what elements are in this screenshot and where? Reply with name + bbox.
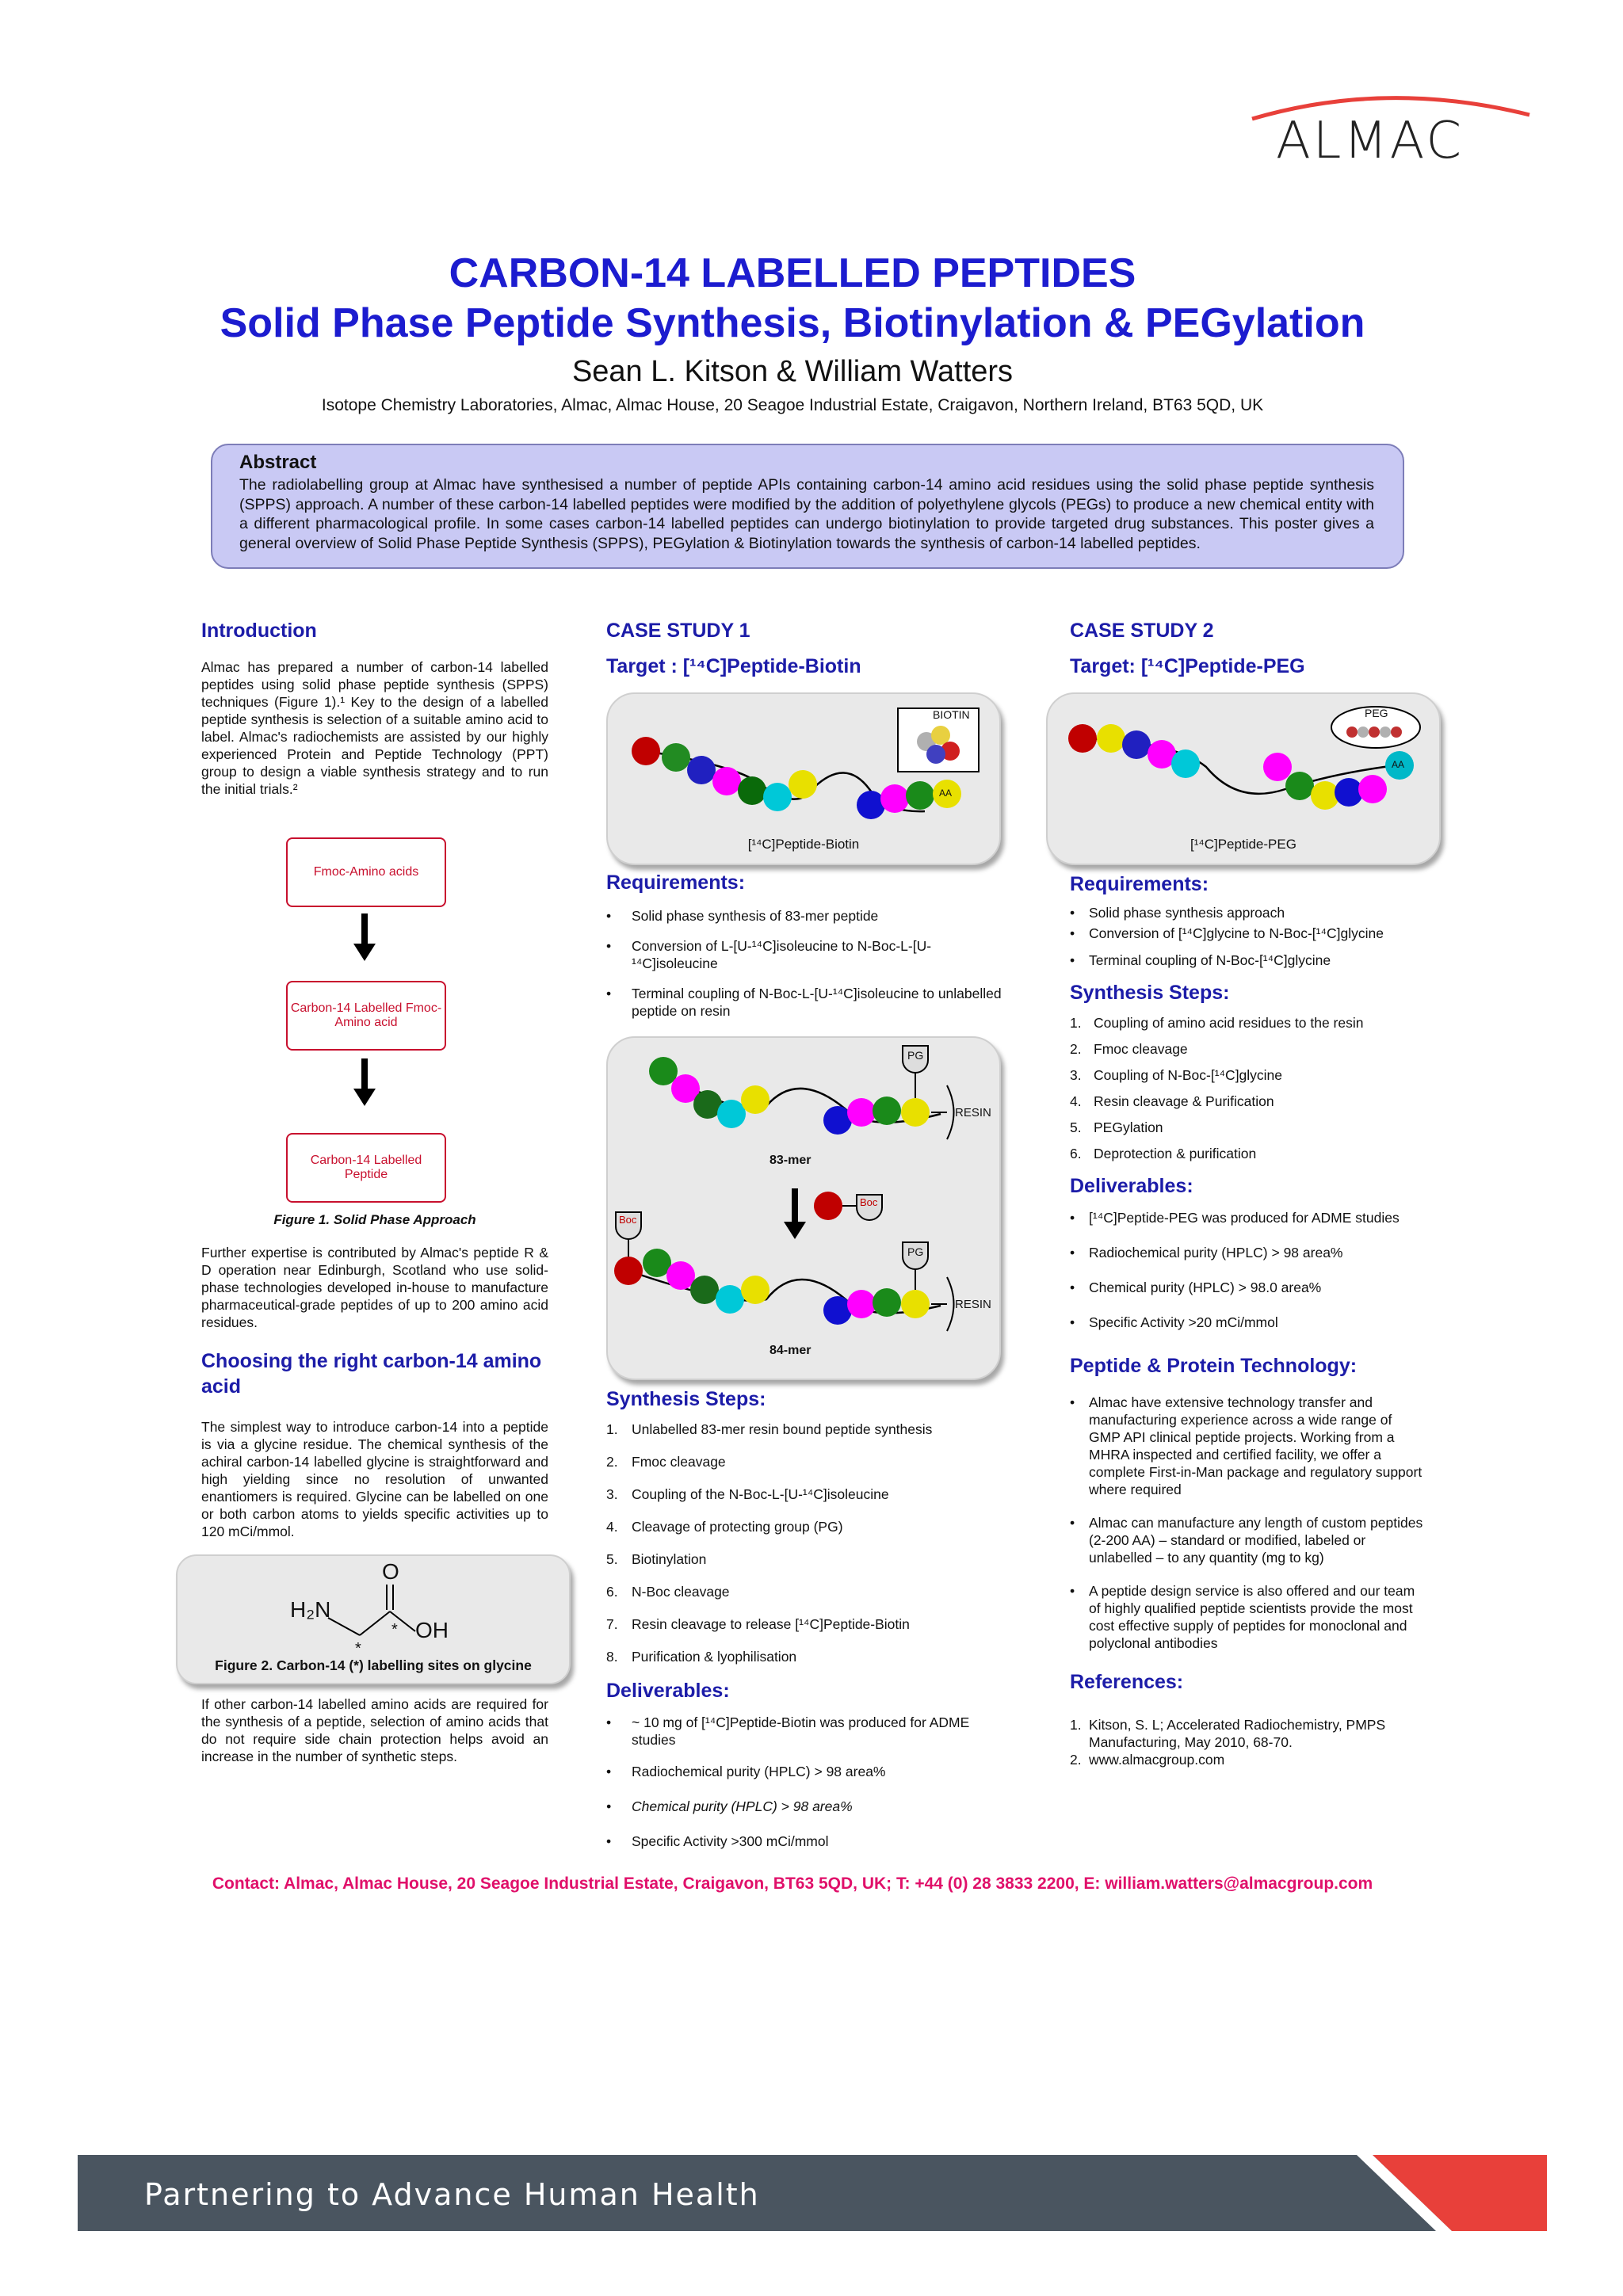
- case2-requirements-heading: Requirements:: [1070, 873, 1209, 895]
- case1-deliverables-heading: Deliverables:: [606, 1680, 730, 1702]
- case1-deliverables-list: [606, 1714, 1010, 1850]
- column-case2: [1070, 620, 1426, 678]
- case1-scheme-panel: [606, 1036, 1001, 1380]
- list-item: 1. Kitson, S. L; Accelerated Radiochemistry, PMPS Manufacturing, May 2010, 68-70.: [1070, 1717, 1386, 1750]
- list-item: 6. Deprotection & purification: [1070, 1146, 1257, 1161]
- case1-steps-heading: Synthesis Steps:: [606, 1388, 766, 1410]
- case1-aa-label: AA: [939, 788, 953, 799]
- footer-banner: [78, 2155, 1547, 2231]
- case2-deliverables-heading: Deliverables:: [1070, 1175, 1193, 1197]
- abstract-text: The radiolabelling group at Almac have synthesised a number of peptide APIs containing carbon-14 amino acid residues using the solid phase peptide synthesis (SPPS) approach. A number of these carbon-14 labelled peptides were modified by the addition of polyethylene glycols (PEGs) to produce a new chemical entity with a different pharmacological profile. In some cases carbon-14 labelled peptides can undergo biotinylation to provide targeted drug substances. This poster gives a general overview of Solid Phase Peptide Synthesis (SPPS), PEGylation & Biotinylation towards the synthesis of carbon-14 labelled peptides.: [239, 476, 1374, 552]
- intro-text2: Further expertise is contributed by Almac's peptide R & D operation near Edinburgh, Scotland who use solid-phase technologies developed in-house to manufacture pharmaceutical-grade peptides of up to 200 amino acid residues.: [201, 1245, 548, 1330]
- logo-text: ALMAC: [1276, 112, 1464, 170]
- list-item: 1. Unlabelled 83-mer resin bound peptide synthesis: [606, 1421, 933, 1437]
- glycine-star-1: *: [355, 1640, 361, 1657]
- case1-requirements: [606, 871, 1010, 1020]
- references-list: [1070, 1716, 1426, 1768]
- flow-arrow-2: [361, 1058, 368, 1090]
- list-item: • Chemical purity (HPLC) > 98.0 area%: [1070, 1279, 1426, 1296]
- case1-heading: CASE STUDY 1: [606, 620, 750, 642]
- column-case1: [606, 620, 1010, 678]
- intro-text: Almac has prepared a number of carbon-14 labelled peptides using solid phase peptide synthesis (SPPS) techniques (Figure 1).¹ Key to the design of a labelled peptide synthesis is selection of a suitable amino acid to label. Almac's radiochemists are assisted by our highly experienced Protein and Peptide Technology (PPT) group to design a viable synthesis strategy and to run the initial trials.²: [201, 659, 548, 797]
- abstract-heading: Abstract: [239, 452, 317, 473]
- case2-body: [1070, 873, 1426, 1768]
- abstract-box: [211, 444, 1404, 569]
- peg-label: PEG: [1365, 707, 1388, 719]
- list-item: • Specific Activity >20 mCi/mmol: [1070, 1314, 1426, 1331]
- case2-peg-panel: [1046, 692, 1441, 865]
- list-item: • Conversion of L-[U-¹⁴C]isoleucine to N-Boc-L-[U-¹⁴C]isoleucine: [606, 937, 1010, 972]
- case1-biotin-panel: [606, 692, 1001, 865]
- list-item: 5. Biotinylation: [606, 1551, 707, 1567]
- case1-target: Target : [¹⁴C]Peptide-Biotin: [606, 655, 861, 677]
- case2-deliverables-list: [1070, 1209, 1426, 1331]
- case2-aa-label: AA: [1392, 759, 1405, 770]
- case2-heading: CASE STUDY 2: [1070, 620, 1214, 642]
- flow-box-labelled-amino: Carbon-14 Labelled Fmoc-Amino acid: [286, 981, 446, 1051]
- list-item: 3. Coupling of N-Boc-[¹⁴C]glycine: [1070, 1067, 1283, 1083]
- list-item: • Radiochemical purity (HPLC) > 98 area%: [1070, 1244, 1426, 1261]
- resin-label-2: RESIN: [955, 1298, 991, 1311]
- case2-steps-heading: Synthesis Steps:: [1070, 982, 1230, 1004]
- list-item: 4. Resin cleavage & Purification: [1070, 1093, 1274, 1109]
- case2-steps-list: [1070, 1014, 1426, 1162]
- figure2-panel: [176, 1554, 571, 1684]
- ppt-list: [1070, 1394, 1426, 1652]
- case1-scheme: [608, 1038, 999, 1379]
- case1-requirements-list: [606, 907, 1010, 1020]
- list-item: • [¹⁴C]Peptide-PEG was produced for ADME studies: [1070, 1209, 1426, 1226]
- choosing-heading: Choosing the right carbon-14 amino acid: [201, 1350, 542, 1398]
- list-item: 2. www.almacgroup.com: [1070, 1752, 1225, 1768]
- case2-requirements-list: [1070, 904, 1426, 969]
- glycine-h2n: H₂N: [290, 1597, 331, 1622]
- list-item: • Radiochemical purity (HPLC) > 98 area%: [606, 1763, 1010, 1780]
- mer83-label: 83-mer: [769, 1154, 812, 1167]
- contact-line: Contact: Almac, Almac House, 20 Seagoe Industrial Estate, Craigavon, BT63 5QD, UK; T: +44 (0) 28 3833 2200, E: william.watters@almacgroup.com: [212, 1875, 1373, 1893]
- list-item: 3. Coupling of the N-Boc-L-[U-¹⁴C]isoleucine: [606, 1486, 889, 1502]
- affiliation: Isotope Chemistry Laboratories, Almac, Almac House, 20 Seagoe Industrial Estate, Craigavon, Northern Ireland, BT63 5QD, UK: [321, 396, 1264, 414]
- glycine-o: O: [382, 1559, 399, 1584]
- column-introduction: [201, 620, 548, 798]
- intro-text2-block: [201, 1244, 548, 1540]
- list-item: • Terminal coupling of N-Boc-[¹⁴C]glycine: [1070, 952, 1426, 969]
- banner-red-accent: [1341, 2155, 1547, 2231]
- list-item: • Terminal coupling of N-Boc-L-[U-¹⁴C]isoleucine to unlabelled peptide on resin: [606, 985, 1010, 1020]
- list-item: 4. Cleavage of protecting group (PG): [606, 1519, 843, 1535]
- pg-label-1: PG: [907, 1049, 924, 1062]
- flow-arrow-1: [361, 913, 368, 945]
- title-line2: Solid Phase Peptide Synthesis, Biotinylation & PEGylation: [220, 300, 1365, 346]
- list-item: • Solid phase synthesis approach: [1070, 904, 1426, 921]
- case2-target: Target: [¹⁴C]Peptide-PEG: [1070, 655, 1305, 677]
- banner-tagline: Partnering to Advance Human Health: [144, 2177, 760, 2212]
- authors: Sean L. Kitson & William Watters: [571, 355, 1014, 388]
- boc-label-2: Boc: [619, 1214, 637, 1226]
- case1-image-label: [¹⁴C]Peptide-Biotin: [747, 837, 860, 852]
- references-heading: References:: [1070, 1671, 1184, 1693]
- list-item: • Almac can manufacture any length of custom peptides (2-200 AA) – standard or modified, labeled or unlabelled – to any quantity (mg to kg): [1070, 1514, 1426, 1566]
- case1-steps-list: [606, 1421, 1010, 1665]
- case1-steps: [606, 1388, 1010, 1850]
- boc-label-1: Boc: [860, 1196, 878, 1208]
- glycine-star-2: *: [391, 1621, 398, 1638]
- list-item: • ~ 10 mg of [¹⁴C]Peptide-Biotin was produced for ADME studies: [606, 1714, 1010, 1749]
- biotin-label: BIOTIN: [933, 708, 970, 721]
- resin-label-1: RESIN: [955, 1106, 991, 1119]
- case2-image-label: [¹⁴C]Peptide-PEG: [1190, 837, 1296, 852]
- flow-box-labelled-peptide: Carbon-14 Labelled Peptide: [286, 1133, 446, 1203]
- list-item: 5. PEGylation: [1070, 1119, 1163, 1135]
- choosing-text: The simplest way to introduce carbon-14 into a peptide is via a glycine residue. The chemical synthesis of the achiral carbon-14 labelled glycine is straightforward and high yielding since no resolution of unwanted enantiomers is required. Glycine can be labelled on one or both carbon atoms to yields specific activities up to 120 mCi/mmol.: [201, 1419, 548, 1539]
- list-item: 2. Fmoc cleavage: [606, 1454, 726, 1470]
- list-item: • Specific Activity >300 mCi/mmol: [606, 1833, 1010, 1850]
- list-item: 8. Purification & lyophilisation: [606, 1649, 797, 1665]
- list-item: • A peptide design service is also offered and our team of highly qualified peptide scientists provide the most cost effective supply of peptides for monoclonal and polyclonal antibodies: [1070, 1582, 1426, 1652]
- list-item: 1. Coupling of amino acid residues to the resin: [1070, 1015, 1364, 1031]
- choosing-text2-block: [201, 1695, 548, 1765]
- ppt-heading: Peptide & Protein Technology:: [1070, 1355, 1358, 1377]
- list-item: 7. Resin cleavage to release [¹⁴C]Peptide-Biotin: [606, 1616, 910, 1632]
- flow-arrowhead-1: [353, 944, 376, 961]
- flow-box-fmoc: Fmoc-Amino acids: [286, 837, 446, 907]
- figure2-caption: Figure 2. Carbon-14 (*) labelling sites on glycine: [215, 1657, 532, 1673]
- figure1-caption: Figure 1. Solid Phase Approach: [273, 1212, 476, 1227]
- list-item: 6. N-Boc cleavage: [606, 1584, 730, 1600]
- intro-heading: Introduction: [201, 620, 317, 642]
- glycine-oh: OH: [415, 1618, 449, 1642]
- list-item: • Almac have extensive technology transfer and manufacturing experience across a wide range of GMP API clinical peptide projects. Working from a MHRA inspected and certified facility, we offer a complete First-in-Man package and regulatory support where required: [1070, 1394, 1426, 1498]
- pg-label-2: PG: [907, 1245, 924, 1258]
- case1-requirements-heading: Requirements:: [606, 871, 746, 894]
- list-item: 2. Fmoc cleavage: [1070, 1041, 1188, 1057]
- list-item: • Chemical purity (HPLC) > 98 area%: [606, 1798, 1010, 1815]
- list-item: • Solid phase synthesis of 83-mer peptide: [606, 907, 1010, 925]
- title-line1: CARBON-14 LABELLED PEPTIDES: [449, 250, 1136, 296]
- mer84-label: 84-mer: [769, 1344, 812, 1357]
- almac-logo: [1236, 83, 1537, 170]
- choosing-text2: If other carbon-14 labelled amino acids are required for the synthesis of a peptide, selection of amino acids that do not require side chain protection helps avoid an increase in the number of synthetic steps.: [201, 1696, 548, 1764]
- list-item: • Conversion of [¹⁴C]glycine to N-Boc-[¹⁴C]glycine: [1070, 925, 1426, 942]
- flow-arrowhead-2: [353, 1089, 376, 1106]
